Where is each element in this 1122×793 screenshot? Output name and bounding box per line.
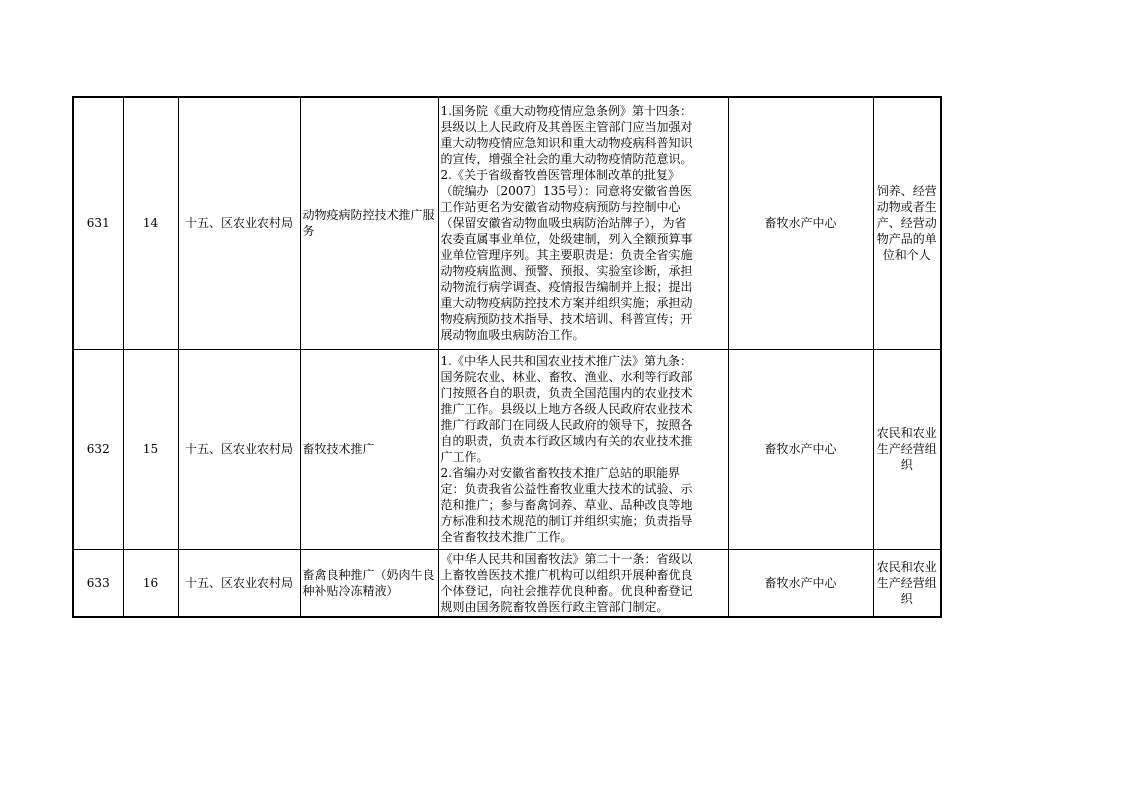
legal-basis-line: 全省畜牧技术推广工作。	[440, 530, 573, 544]
department: 十五、区农业农村局	[178, 97, 300, 349]
service-target: 饲养、经营动物或者生产、经营动物产品的单位和个人	[873, 97, 941, 349]
table-row	[73, 549, 941, 617]
department: 十五、区农业农村局	[178, 349, 300, 549]
legal-basis-line: （保留安徽省动物血吸虫病防治站牌子），为省	[440, 216, 687, 231]
legal-basis-line: 广工作。	[440, 450, 489, 464]
legal-basis-line: 上畜牧兽医技术推广机构可以组织开展种畜优良	[440, 567, 693, 582]
legal-basis-line: 物疫病预防技术指导、技术培训、科普宣传；开	[440, 312, 693, 327]
legal-basis-line: 方标准和技术规范的制订并组织实施；负责指导	[440, 514, 693, 528]
legal-basis-line: 1.国务院《重大动物疫情应急条例》第十四条：	[440, 104, 692, 119]
row-number: 632	[73, 349, 123, 549]
service-target: 农民和农业生产经营组织	[873, 349, 941, 549]
department: 十五、区农业农村局	[178, 549, 300, 617]
responsible-unit: 畜牧水产中心	[728, 349, 873, 549]
service-item: 畜禽良种推广（奶肉牛良种补贴冷冻精液）	[300, 549, 438, 617]
legal-basis-line: 《中华人民共和国畜牧法》第二十一条：省级以	[440, 551, 693, 566]
legal-basis-line: 范和推广；参与畜禽饲养、草业、品种改良等地	[440, 498, 693, 512]
responsible-unit: 畜牧水产中心	[728, 549, 873, 617]
legal-basis-line: 农委直属事业单位，处级建制，列入全额预算事	[440, 232, 693, 247]
legal-basis-line: 重大动物疫病防控技术方案并组织实施；承担动	[440, 296, 693, 311]
legal-basis-line: 县级以上人民政府及其兽医主管部门应当加强对	[440, 120, 693, 135]
legal-basis-line: 重大动物疫情应急知识和重大动物疫病科普知识	[440, 136, 693, 151]
service-table	[72, 96, 942, 618]
legal-basis	[438, 97, 728, 349]
legal-basis-line: （皖编办〔2007〕135号）：同意将安徽省兽医	[440, 184, 692, 199]
legal-basis-line: 工作站更名为安徽省动物疫病预防与控制中心	[440, 200, 681, 215]
legal-basis	[438, 549, 728, 617]
legal-basis-line: 定：负责我省公益性畜牧业重大技术的试验、示	[440, 482, 693, 496]
row-index: 14	[123, 97, 178, 349]
table-row	[73, 349, 941, 549]
legal-basis-line: 的宣传，增强全社会的重大动物疫情防范意识。	[440, 152, 693, 167]
legal-basis	[438, 349, 728, 549]
legal-basis-line: 推广工作。县级以上地方各级人民政府农业技术	[440, 402, 693, 416]
responsible-unit: 畜牧水产中心	[728, 97, 873, 349]
service-item: 畜牧技术推广	[300, 349, 438, 549]
legal-basis-line: 动物流行病学调查、疫情报告编制并上报；提出	[440, 280, 693, 295]
legal-basis-line: 1.《中华人民共和国农业技术推广法》第九条：	[440, 354, 692, 368]
service-target: 农民和农业生产经营组织	[873, 549, 941, 617]
legal-basis-line: 展动物血吸虫病防治工作。	[440, 328, 585, 343]
legal-basis-line: 推广行政部门在同级人民政府的领导下，按照各	[440, 418, 693, 432]
legal-basis-line: 个体登记，向社会推荐优良种畜。优良种畜登记	[440, 583, 693, 598]
legal-basis-line: 动物疫病监测、预警、预报、实验室诊断，承担	[440, 264, 693, 279]
row-number: 631	[73, 97, 123, 349]
legal-basis-line: 国务院农业、林业、畜牧、渔业、水利等行政部	[440, 370, 693, 384]
table-row	[73, 97, 941, 349]
row-index: 16	[123, 549, 178, 617]
row-index: 15	[123, 349, 178, 549]
legal-basis-line: 规则由国务院畜牧兽医行政主管部门制定。	[440, 599, 669, 614]
legal-basis-line: 2.省编办对安徽省畜牧技术推广总站的职能界	[440, 466, 680, 480]
legal-basis-line: 业单位管理序列。其主要职责是：负责全省实施	[440, 248, 693, 263]
row-number: 633	[73, 549, 123, 617]
legal-basis-line: 门按照各自的职责，负责全国范围内的农业技术	[440, 386, 693, 400]
legal-basis-line: 自的职责，负责本行政区域内有关的农业技术推	[440, 434, 693, 448]
service-item: 动物疫病防控技术推广服务	[300, 97, 438, 349]
legal-basis-line: 2.《关于省级畜牧兽医管理体制改革的批复》	[440, 168, 680, 183]
